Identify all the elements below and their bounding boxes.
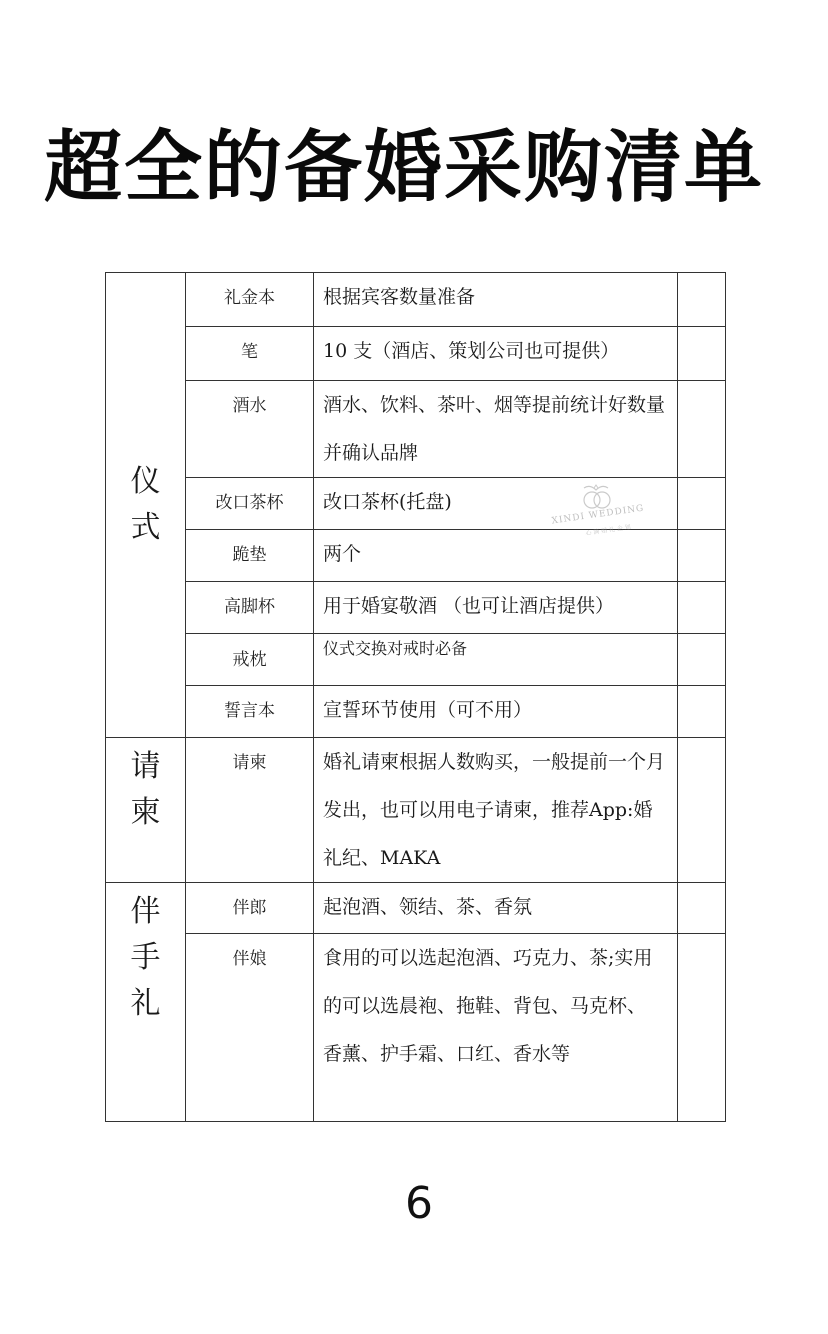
check-cell bbox=[678, 634, 726, 686]
item-description: 食用的可以选起泡酒、巧克力、茶;实用的可以选晨袍、拖鞋、背包、马克杯、 香薰、护手霜、口红、香水等 bbox=[314, 934, 678, 1122]
item-description: 两个 bbox=[314, 530, 678, 582]
item-description: 用于婚宴敬酒 （也可让酒店提供） bbox=[314, 582, 678, 634]
item-description: 婚礼请柬根据人数购买，一般提前一个月发出，也可以用电子请柬，推荐App:婚礼纪、MAKA bbox=[314, 738, 678, 883]
table-row bbox=[106, 738, 726, 883]
item-name: 誓言本 bbox=[186, 686, 314, 738]
item-name: 跪垫 bbox=[186, 530, 314, 582]
item-description: 酒水、饮料、茶叶、烟等提前统计好数量并确认品牌 bbox=[314, 381, 678, 478]
check-cell bbox=[678, 273, 726, 327]
check-cell bbox=[678, 934, 726, 1122]
item-name: 伴郎 bbox=[186, 883, 314, 934]
category-cell-ceremony bbox=[106, 273, 186, 738]
category-label: 请柬 bbox=[130, 749, 161, 830]
category-label: 伴手礼 bbox=[130, 894, 161, 1021]
table-row bbox=[106, 327, 726, 381]
table-row bbox=[106, 582, 726, 634]
item-description: 宣誓环节使用（可不用） bbox=[314, 686, 678, 738]
category-label: 仪式 bbox=[130, 464, 161, 545]
check-cell bbox=[678, 478, 726, 530]
item-description: 根据宾客数量准备 bbox=[314, 273, 678, 327]
item-name: 高脚杯 bbox=[186, 582, 314, 634]
item-description: 起泡酒、领结、茶、香氛 bbox=[314, 883, 678, 934]
item-name: 礼金本 bbox=[186, 273, 314, 327]
table-row bbox=[106, 883, 726, 934]
check-cell bbox=[678, 883, 726, 934]
table-row bbox=[106, 634, 726, 686]
item-name: 笔 bbox=[186, 327, 314, 381]
check-cell bbox=[678, 381, 726, 478]
check-cell bbox=[678, 530, 726, 582]
shopping-checklist-table bbox=[105, 272, 726, 1122]
item-name: 请柬 bbox=[186, 738, 314, 883]
watermark-subtext: 心 滴 婚 礼 企 划 bbox=[585, 523, 632, 538]
category-cell-invitation bbox=[106, 738, 186, 883]
page-number: 6 bbox=[405, 1178, 433, 1229]
item-description: 改口茶杯(托盘) bbox=[314, 478, 678, 530]
check-cell bbox=[678, 686, 726, 738]
brand-watermark bbox=[548, 484, 648, 546]
table-row bbox=[106, 686, 726, 738]
check-cell bbox=[678, 738, 726, 883]
item-name: 伴娘 bbox=[186, 934, 314, 1122]
item-name: 戒枕 bbox=[186, 634, 314, 686]
item-name: 改口茶杯 bbox=[186, 478, 314, 530]
item-description: 仪式交换对戒时必备 bbox=[314, 634, 678, 686]
check-cell bbox=[678, 582, 726, 634]
table-row bbox=[106, 273, 726, 327]
item-name: 酒水 bbox=[186, 381, 314, 478]
table-row bbox=[106, 934, 726, 1122]
watermark-text: XINDI WEDDING bbox=[551, 503, 645, 527]
check-cell bbox=[678, 327, 726, 381]
category-cell-gifts bbox=[106, 883, 186, 1122]
page-title: 超全的备婚采购清单 bbox=[44, 123, 765, 213]
item-description: 10 支（酒店、策划公司也可提供） bbox=[314, 327, 678, 381]
table-row bbox=[106, 381, 726, 478]
